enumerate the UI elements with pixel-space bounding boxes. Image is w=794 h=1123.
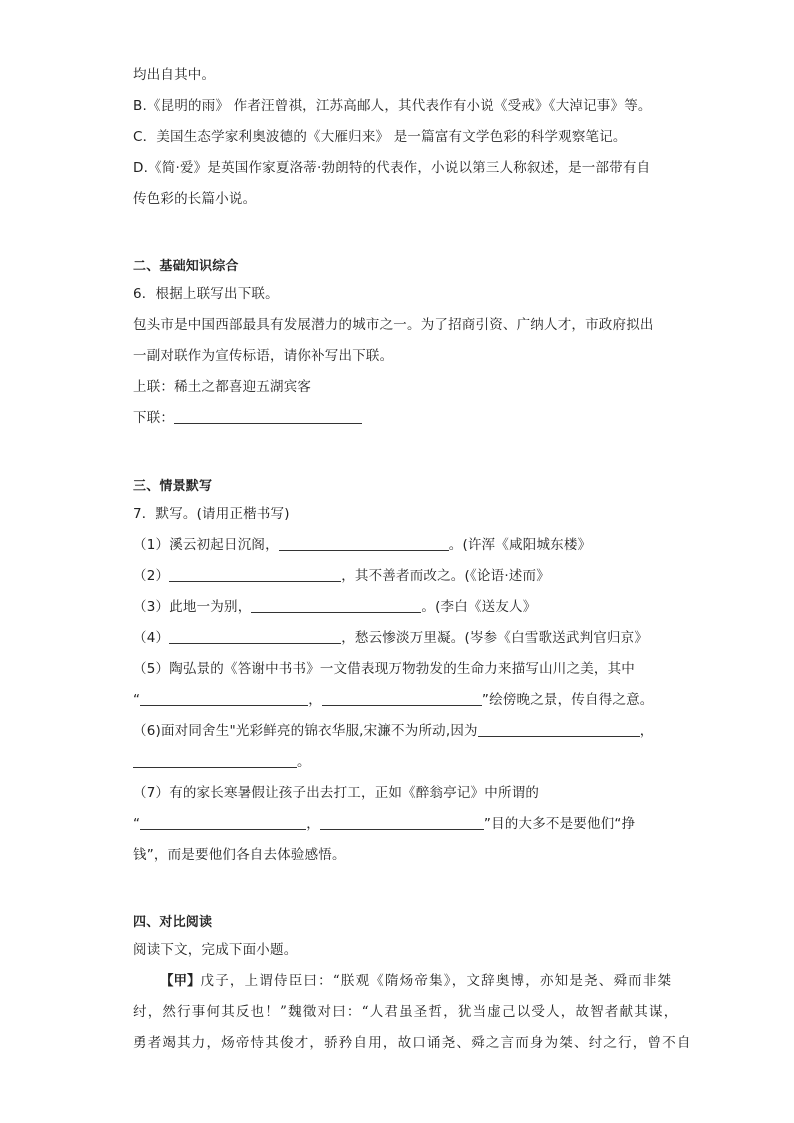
dictation-item-7-answer [133,815,635,833]
option-a-continuation: 均出自其中。 [133,67,216,83]
dictation-item-5-answer [133,691,654,709]
passage-text: 戊子，上谓侍臣曰：“朕观《隋炀帝集》，文辞奥博，亦知是尧、舜而非桀 [200,973,673,989]
passage-a-line2: 纣，然行事何其反也！”魏徵对曰：“人君虽圣哲，犹当虚己以受人，故智者献其谋， [133,1004,679,1020]
option-b: B.《昆明的雨》 作者汪曾祺，江苏高邮人，其代表作有小说《受戒》《大淖记事》等。 [133,98,652,114]
reading-instruction: 阅读下文，完成下面小题。 [133,942,298,958]
answer-blank[interactable] [169,629,341,644]
dictation-item-7-cont: 钱”，而是要他们各自去体验感悟。 [133,847,346,863]
section-heading-basic-knowledge: 二、基础知识综合 [133,259,239,274]
dictation-text: ，其不善者而改之。(《论语·述而》 [341,568,550,584]
dictation-text: ”目的大多不是要他们“挣 [483,816,636,832]
dictation-item-2 [133,567,550,585]
dictation-text: （2） [133,568,170,584]
answer-blank[interactable] [133,753,297,768]
question-6-prompt-line2: 一副对联作为宣传标语，请你补写出下联。 [133,348,394,364]
question-6: 6．根据上联写出下联。 [133,286,279,302]
answer-blank[interactable] [478,722,640,737]
dictation-text: 。(许浑《咸阳城东楼》 [448,537,592,553]
answer-blank[interactable] [251,598,421,613]
dictation-text: “ [133,816,141,832]
section-heading-comparative-reading: 四、对比阅读 [133,915,213,930]
question-6-prompt-line1: 包头市是中国西部最具有发展潜力的城市之一。为了招商引资、广纳人才，市政府拟出 [133,317,654,333]
answer-blank[interactable] [140,691,308,706]
answer-blank[interactable] [174,409,362,424]
dictation-item-7-prompt: （7）有的家长寒暑假让孩子出去打工，正如《醉翁亭记》中所谓的 [133,785,540,801]
section-heading-dictation: 三、情景默写 [133,479,213,494]
upper-couplet: 上联：稀土之都喜迎五湖宾客 [133,379,312,395]
passage-a-line1 [160,972,672,990]
dictation-text: 。(李白《送友人》 [421,599,537,615]
dictation-text: （1）溪云初起日沉阁， [133,537,279,553]
dictation-text: “ [133,692,141,708]
dictation-item-1 [133,536,591,554]
dictation-text: ， [306,816,320,832]
lower-couplet-label: 下联： [133,410,175,426]
dictation-text: ， [308,692,322,708]
lower-couplet-row [133,409,362,427]
dictation-text: ，愁云惨淡万里凝。(岑参《白雪歌送武判官归京》 [341,630,649,646]
dictation-text: ”绘傍晚之景，传自得之意。 [481,692,654,708]
answer-blank[interactable] [320,815,484,830]
option-d-line2: 传色彩的长篇小说。 [133,191,257,207]
dictation-item-3 [133,598,536,616]
passage-tag: 【甲】 [160,973,201,989]
dictation-item-6 [133,722,653,740]
answer-blank[interactable] [279,536,449,551]
dictation-item-5-prompt: （5）陶弘景的《答谢中书书》一文借表现万物勃发的生命力来描写山川之美，其中 [133,661,635,677]
dictation-item-6-cont [133,753,311,771]
answer-blank[interactable] [322,691,482,706]
dictation-text: （3）此地一为别， [133,599,252,615]
answer-blank[interactable] [140,815,306,830]
dictation-text: （6)面对同舍生"光彩鲜亮的锦衣华服,宋濂不为所动,因为 [133,723,478,739]
option-d-line1: D.《简·爱》是英国作家夏洛蒂·勃朗特的代表作，小说以第三人称叙述，是一部带有自 [133,160,651,176]
dictation-text: ， [639,723,654,739]
option-c: C．美国生态学家利奥波德的《大雁归来》 是一篇富有文学色彩的科学观察笔记。 [133,129,627,145]
dictation-text: 。 [297,754,311,770]
answer-blank[interactable] [169,567,341,582]
dictation-text: （4） [133,630,170,646]
question-7: 7．默写。(请用正楷书写) [133,506,290,522]
passage-a-line3: 勇者竭其力，炀帝恃其俊才，骄矜自用，故口诵尧、舜之言而身为桀、纣之行，曾不自 [133,1035,692,1051]
dictation-item-4 [133,629,648,647]
